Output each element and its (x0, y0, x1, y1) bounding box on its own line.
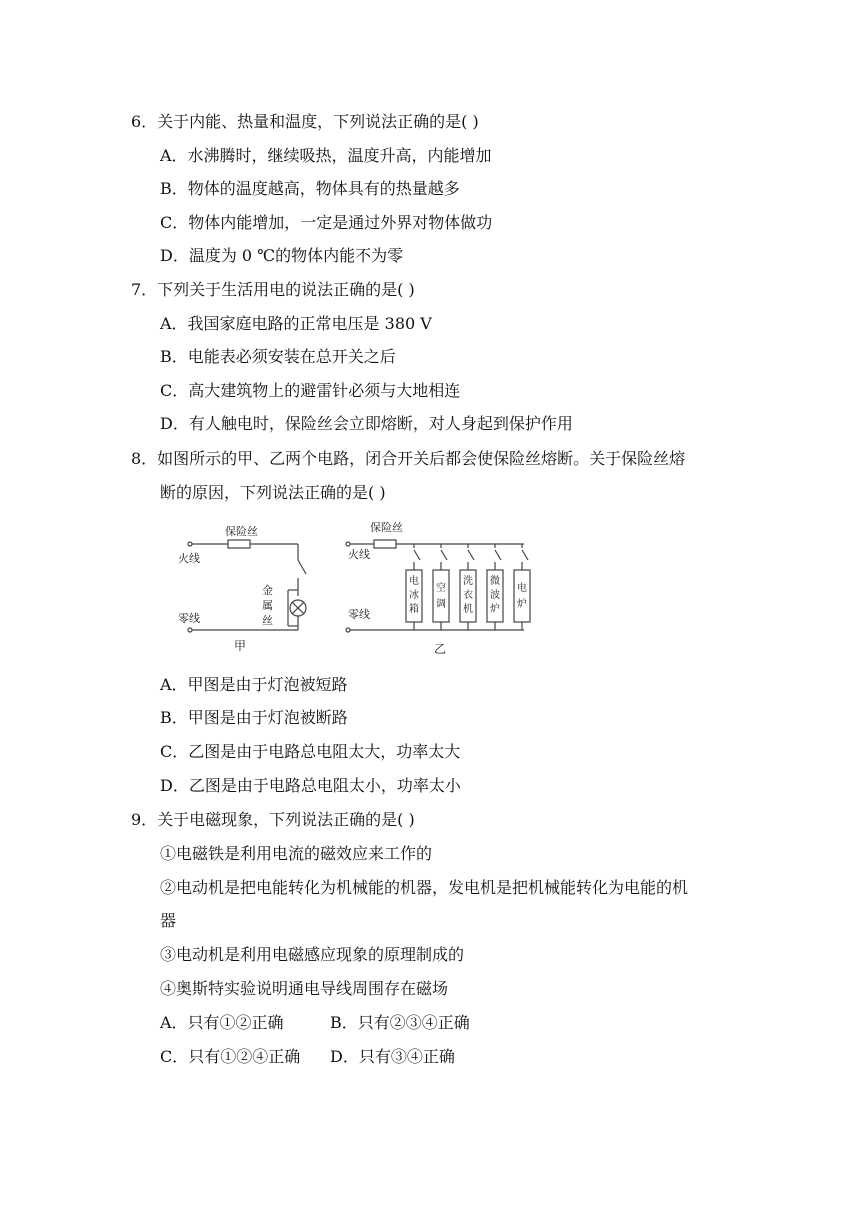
washer-char-3: 机 (463, 604, 473, 615)
q8-option-b: B．甲图是由于灯泡被断路 (160, 708, 348, 727)
question-7-stem: 7．下列关于生活用电的说法正确的是( ) (131, 280, 415, 299)
q7-option-d: D．有人触电时，保险丝会立即熔断，对人身起到保护作用 (160, 414, 573, 433)
washer-char-1: 洗 (463, 576, 473, 587)
fridge-char-2: 冰 (409, 590, 419, 601)
q6-option-a: A．水沸腾时，继续吸热，温度升高，内能增加 (160, 146, 492, 165)
q6-option-c: C．物体内能增加，一定是通过外界对物体做功 (160, 213, 493, 232)
q9-statement-2: ②电动机是把电能转化为机械能的机器，发电机是把机械能转化为电能的机 (160, 878, 689, 897)
q7-option-a: A．我国家庭电路的正常电压是 380 V (160, 314, 432, 333)
left-caption: 甲 (234, 639, 247, 653)
q8-option-d: D．乙图是由于电路总电阻太小，功率太小 (160, 776, 461, 795)
q9-statement-1: ①电磁铁是利用电流的磁效应来工作的 (160, 844, 433, 863)
q9-option-b: B．只有②③④正确 (330, 1013, 470, 1032)
microwave-char-3: 炉 (490, 604, 500, 615)
q9-statement-2-wrap: 器 (160, 911, 177, 930)
q9-option-a: A．只有①②正确 (160, 1013, 284, 1032)
q8-option-c: C．乙图是由于电路总电阻太大，功率太大 (160, 742, 461, 761)
q9-option-c: C．只有①②④正确 (160, 1047, 301, 1066)
ac-char-1: 空 (436, 583, 446, 594)
metal-wire-char-2: 属 (262, 599, 273, 612)
circuit-figure (170, 518, 550, 658)
question-8-stem-line2: 断的原因，下列说法正确的是( ) (160, 483, 386, 502)
left-live-label: 火线 (178, 552, 200, 565)
metal-wire-char-3: 丝 (262, 614, 273, 627)
q8-option-a: A．甲图是由于灯泡被短路 (160, 675, 348, 694)
question-9-stem: 9．关于电磁现象，下列说法正确的是( ) (131, 810, 415, 829)
q9-statement-3: ③电动机是利用电磁感应现象的原理制成的 (160, 945, 465, 964)
stove-char-2: 炉 (517, 599, 527, 610)
fridge-char-3: 箱 (409, 604, 419, 615)
q9-statement-4: ④奥斯特实验说明通电导线周围存在磁场 (160, 979, 449, 998)
q7-option-b: B．电能表必须安装在总开关之后 (160, 347, 396, 366)
left-fuse-label: 保险丝 (225, 525, 258, 538)
q6-option-d: D．温度为 0 ℃的物体内能不为零 (160, 246, 404, 265)
ac-char-2: 调 (436, 599, 446, 610)
question-6-stem: 6．关于内能、热量和温度，下列说法正确的是( ) (131, 112, 479, 131)
fridge-char-1: 电 (409, 576, 419, 587)
washer-char-2: 衣 (463, 590, 473, 601)
right-live-label: 火线 (348, 548, 370, 561)
microwave-char-2: 波 (490, 590, 500, 601)
q7-option-c: C．高大建筑物上的避雷针必须与大地相连 (160, 381, 461, 400)
left-neutral-label: 零线 (178, 612, 200, 625)
stove-char-1: 电 (517, 583, 527, 594)
q6-option-b: B．物体的温度越高，物体具有的热量越多 (160, 179, 460, 198)
q9-option-d: D．只有③④正确 (330, 1047, 455, 1066)
right-fuse-label: 保险丝 (370, 521, 403, 534)
right-neutral-label: 零线 (348, 608, 370, 621)
question-8-stem-line1: 8．如图所示的甲、乙两个电路，闭合开关后都会使保险丝熔断。关于保险丝熔 (131, 449, 686, 468)
right-caption: 乙 (434, 642, 447, 656)
metal-wire-char-1: 金 (262, 584, 273, 597)
microwave-char-1: 微 (490, 576, 500, 587)
